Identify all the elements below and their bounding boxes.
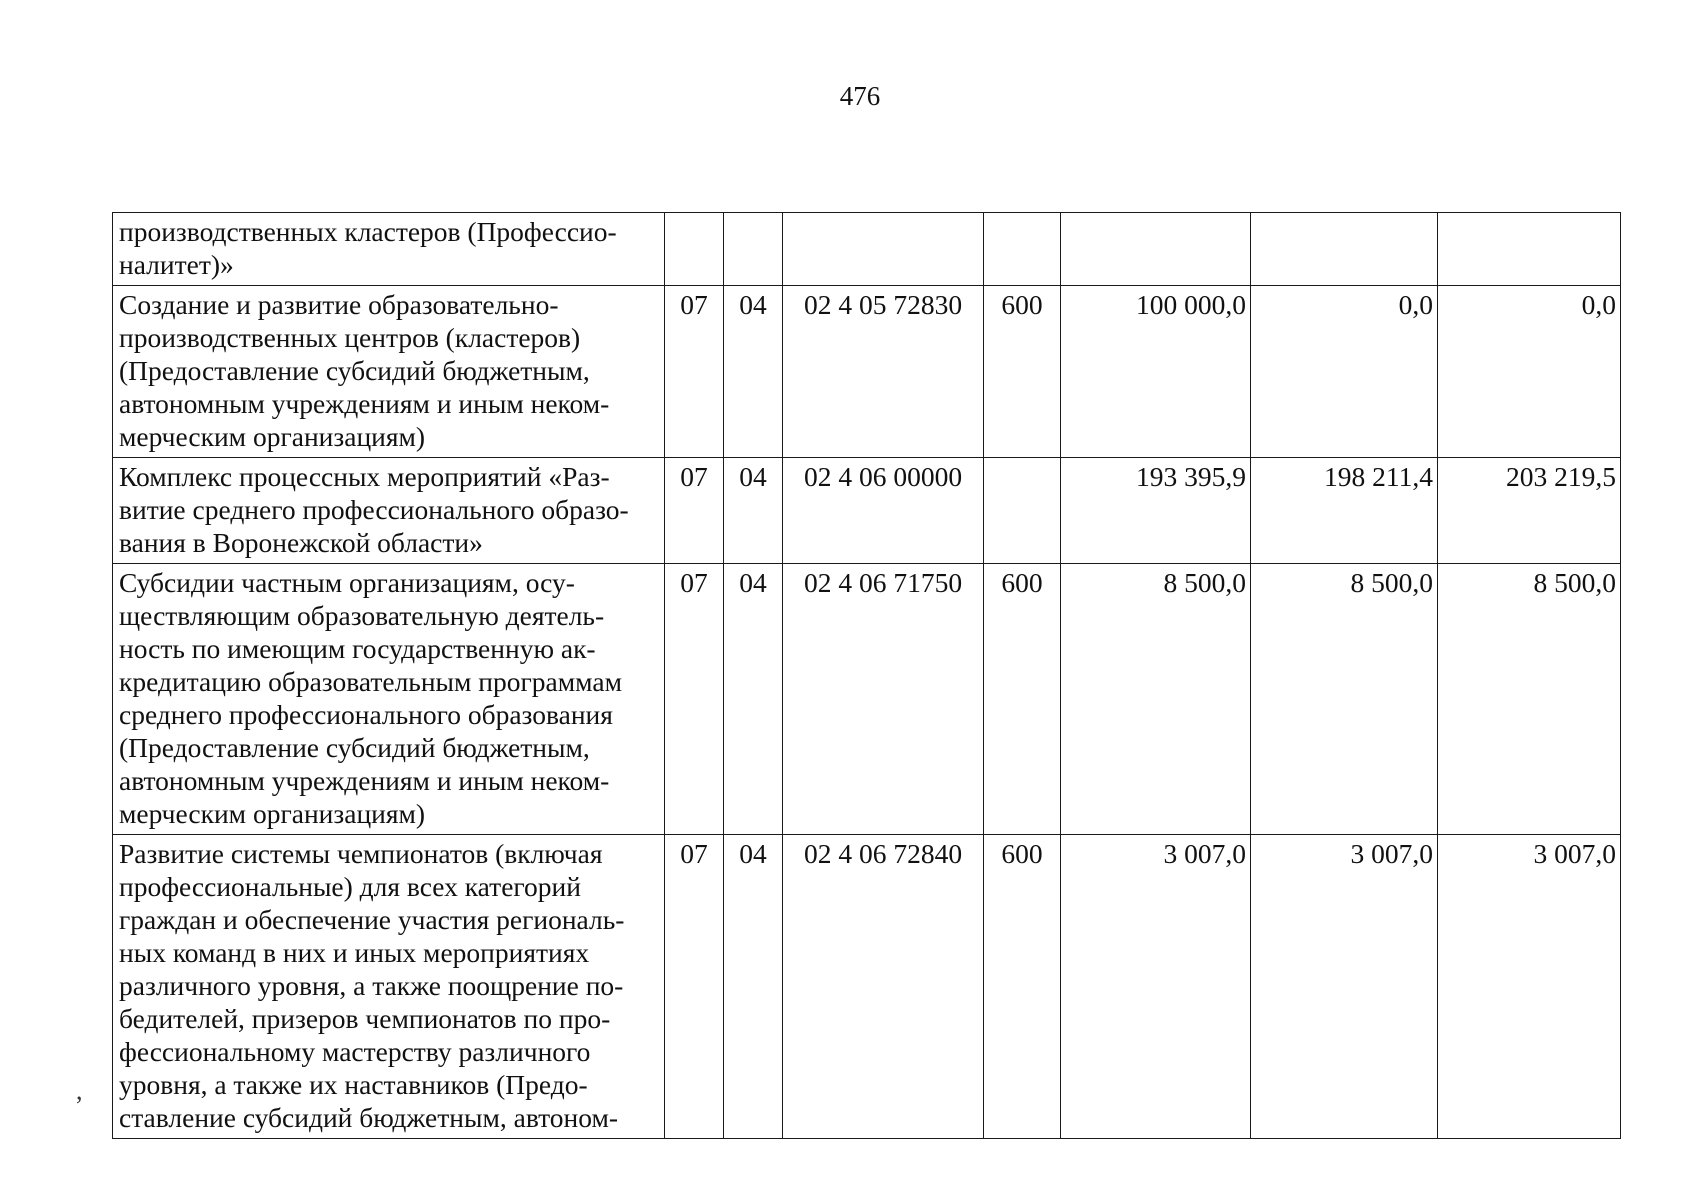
- item-name-line: производственных кластеров (Професcио-: [119, 216, 617, 247]
- amount-year1-cell: [1061, 213, 1251, 286]
- amount-year2-cell: 198 211,4: [1251, 458, 1438, 564]
- table-row: [113, 286, 1621, 458]
- amount-year2-cell: 3 007,0: [1251, 835, 1438, 1139]
- expense-type-code-cell: 600: [984, 286, 1061, 458]
- target-article-code-cell: [783, 213, 984, 286]
- amount-year1-cell: 8 500,0: [1061, 564, 1251, 835]
- item-name-cell: [113, 835, 665, 1139]
- amount-year2-cell: 0,0: [1251, 286, 1438, 458]
- amount-year1-cell: 193 395,9: [1061, 458, 1251, 564]
- item-name-cell: [113, 213, 665, 286]
- amount-year3-cell: 0,0: [1438, 286, 1621, 458]
- amount-year2-cell: [1251, 213, 1438, 286]
- target-article-code-cell: 02 4 06 72840: [783, 835, 984, 1139]
- item-name-line: витие среднего профессионального образо-: [119, 494, 629, 525]
- table-row: [113, 564, 1621, 835]
- item-name-line: (Предоставление субсидий бюджетным,: [119, 355, 590, 386]
- item-name-line: уровня, а также их наставников (Предо-: [119, 1069, 588, 1100]
- subsection-code-cell: 04: [724, 835, 783, 1139]
- item-name-line: вания в Воронежской области»: [119, 527, 483, 558]
- section-code-cell: 07: [665, 458, 724, 564]
- amount-year1-cell: 3 007,0: [1061, 835, 1251, 1139]
- subsection-code-cell: 04: [724, 564, 783, 835]
- table-row: [113, 213, 1621, 286]
- item-name-line: мерческим организациям): [119, 421, 426, 452]
- item-name-line: Развитие системы чемпионатов (включая: [119, 838, 603, 869]
- item-name-line: производственных центров (кластеров): [119, 322, 581, 353]
- item-name-line: мерческим организациям): [119, 798, 426, 829]
- expense-type-code-cell: 600: [984, 835, 1061, 1139]
- section-code-cell: 07: [665, 286, 724, 458]
- item-name-line: кредитацию образовательным программам: [119, 666, 622, 697]
- amount-year3-cell: 8 500,0: [1438, 564, 1621, 835]
- item-name-line: граждан и обеспечение участия региональ-: [119, 904, 625, 935]
- page-number: 476: [839, 81, 881, 111]
- amount-year1-cell: 100 000,0: [1061, 286, 1251, 458]
- amount-year3-cell: 3 007,0: [1438, 835, 1621, 1139]
- item-name-cell: [113, 564, 665, 835]
- item-name-line: бедителей, призеров чемпионатов по про-: [119, 1003, 611, 1034]
- item-name-cell: [113, 286, 665, 458]
- target-article-code-cell: 02 4 05 72830: [783, 286, 984, 458]
- item-name-line: ставление субсидий бюджетным, автоном-: [119, 1102, 619, 1133]
- item-name-line: ных команд в них и иных мероприятиях: [119, 937, 590, 968]
- item-name-line: Создание и развитие образовательно-: [119, 289, 559, 320]
- item-name-line: (Предоставление субсидий бюджетным,: [119, 732, 590, 763]
- item-name-line: различного уровня, а также поощрение по-: [119, 970, 624, 1001]
- section-code-cell: 07: [665, 835, 724, 1139]
- expense-type-code-cell: [984, 458, 1061, 564]
- scan-artifact-mark: ,: [76, 1076, 83, 1105]
- item-name-cell: [113, 458, 665, 564]
- item-name-line: ность по имеющим государственную ак-: [119, 633, 596, 664]
- item-name-line: Комплекс процессных мероприятий «Раз-: [119, 461, 610, 492]
- item-name-line: налитет)»: [119, 249, 234, 280]
- section-code-cell: 07: [665, 564, 724, 835]
- amount-year2-cell: 8 500,0: [1251, 564, 1438, 835]
- subsection-code-cell: 04: [724, 286, 783, 458]
- item-name-line: профессиональные) для всех категорий: [119, 871, 581, 902]
- item-name-line: автономным учреждениям и иным неком-: [119, 765, 610, 796]
- table-row: [113, 835, 1621, 1139]
- subsection-code-cell: 04: [724, 458, 783, 564]
- table-body: [113, 213, 1621, 1139]
- expense-type-code-cell: [984, 213, 1061, 286]
- item-name-line: автономным учреждениям и иным неком-: [119, 388, 610, 419]
- budget-table: [112, 212, 1621, 1139]
- amount-year3-cell: 203 219,5: [1438, 458, 1621, 564]
- table-row: [113, 458, 1621, 564]
- item-name-line: среднего профессионального образования: [119, 699, 613, 730]
- subsection-code-cell: [724, 213, 783, 286]
- item-name-line: ществляющим образовательную деятель-: [119, 600, 605, 631]
- item-name-line: фессиональному мастерству различного: [119, 1036, 591, 1067]
- section-code-cell: [665, 213, 724, 286]
- target-article-code-cell: 02 4 06 00000: [783, 458, 984, 564]
- item-name-line: Субсидии частным организациям, осу-: [119, 567, 575, 598]
- expense-type-code-cell: 600: [984, 564, 1061, 835]
- target-article-code-cell: 02 4 06 71750: [783, 564, 984, 835]
- amount-year3-cell: [1438, 213, 1621, 286]
